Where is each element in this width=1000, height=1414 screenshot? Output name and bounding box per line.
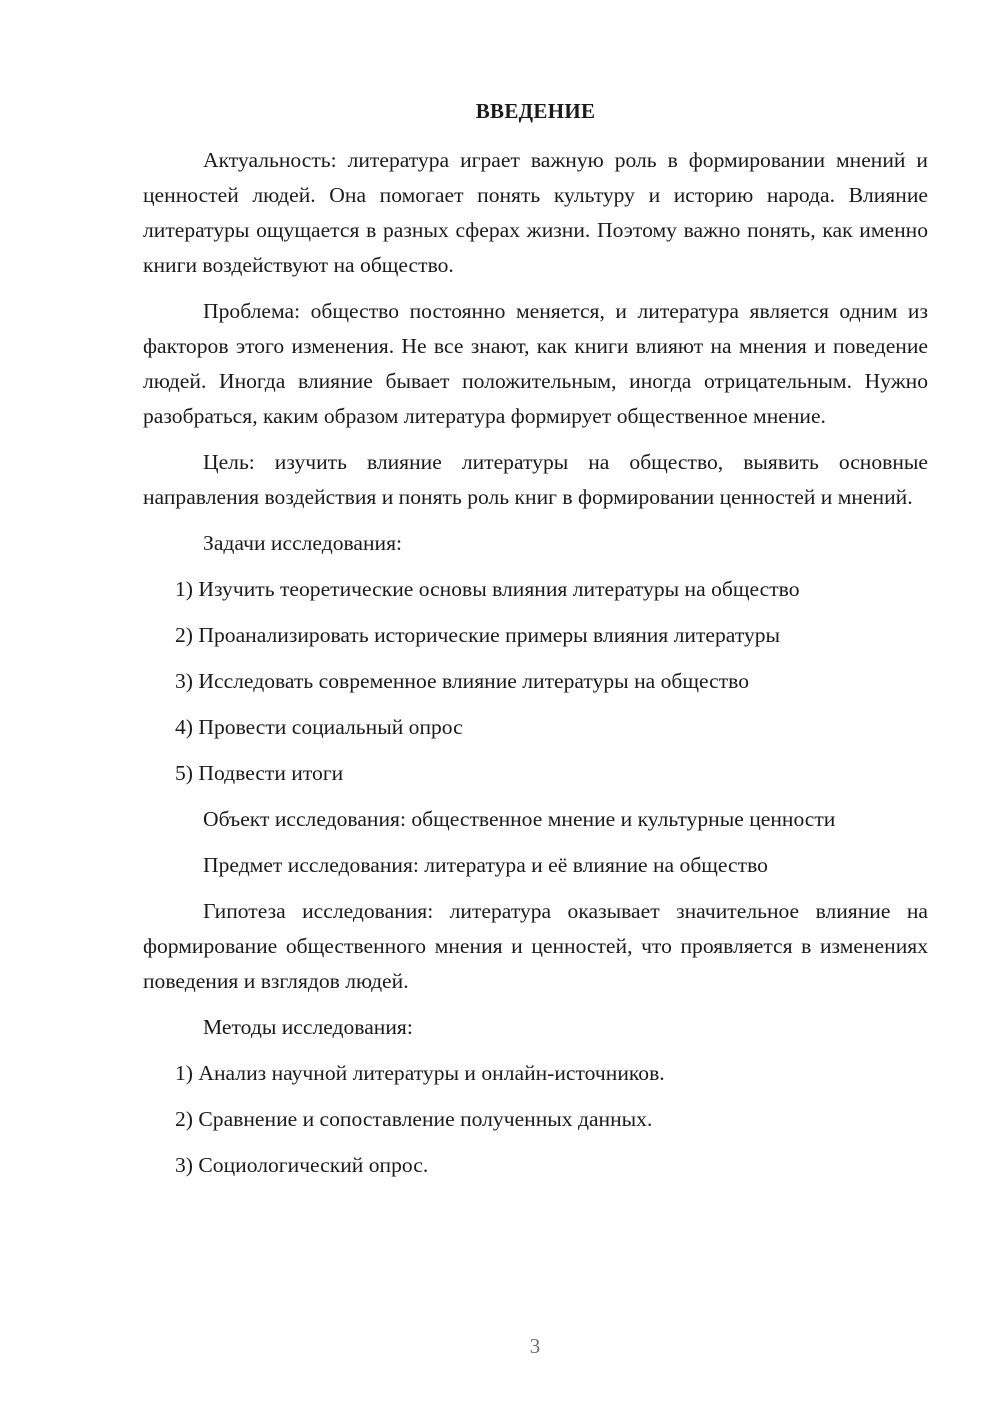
method-item-1: 1) Анализ научной литературы и онлайн-источников. [175, 1061, 665, 1085]
hypothesis-paragraph: Гипотеза исследования: литература оказывает значительное влияние на формирование общественного мнения и ценностей, что проявляется в изменениях поведения и взглядов людей. [143, 899, 928, 993]
document-body [143, 143, 928, 1183]
methods-label: Методы исследования: [203, 1015, 413, 1039]
method-item-2: 2) Сравнение и сопоставление полученных данных. [175, 1107, 653, 1131]
task-item-3: 3) Исследовать современное влияние литературы на общество [175, 669, 750, 693]
task-item-4: 4) Провести социальный опрос [175, 715, 463, 739]
problem-paragraph: Проблема: общество постоянно меняется, и литература является одним из факторов этого изменения. Не все знают, как книги влияют на мнения и поведение людей. Иногда влияние бывает положительным, иногда отрицательным. Нужно разобраться, каким образом литература формирует общественное мнение. [143, 299, 928, 428]
method-item-3: 3) Социологический опрос. [175, 1153, 429, 1177]
research-object: Объект исследования: общественное мнение и культурные ценности [203, 807, 836, 831]
research-subject: Предмет исследования: литература и её влияние на общество [203, 853, 768, 877]
relevance-paragraph: Актуальность: литература играет важную роль в формировании мнений и ценностей людей. Она помогает понять культуру и историю народа. Влияние литературы ощущается в разных сферах жизни. Поэтому важно понять, как именно книги воздействуют на общество. [143, 148, 928, 277]
task-item-1: 1) Изучить теоретические основы влияния литературы на общество [175, 577, 800, 601]
page-number: 3 [529, 1334, 541, 1358]
tasks-label: Задачи исследования: [203, 531, 403, 555]
task-item-2: 2) Проанализировать исторические примеры влияния литературы [175, 623, 781, 647]
section-heading: ВВЕДЕНИЕ [475, 99, 596, 123]
task-item-5: 5) Подвести итоги [175, 761, 344, 785]
goal-paragraph: Цель: изучить влияние литературы на общество, выявить основные направления воздействия и понять роль книг в формировании ценностей и мнений. [143, 450, 928, 509]
